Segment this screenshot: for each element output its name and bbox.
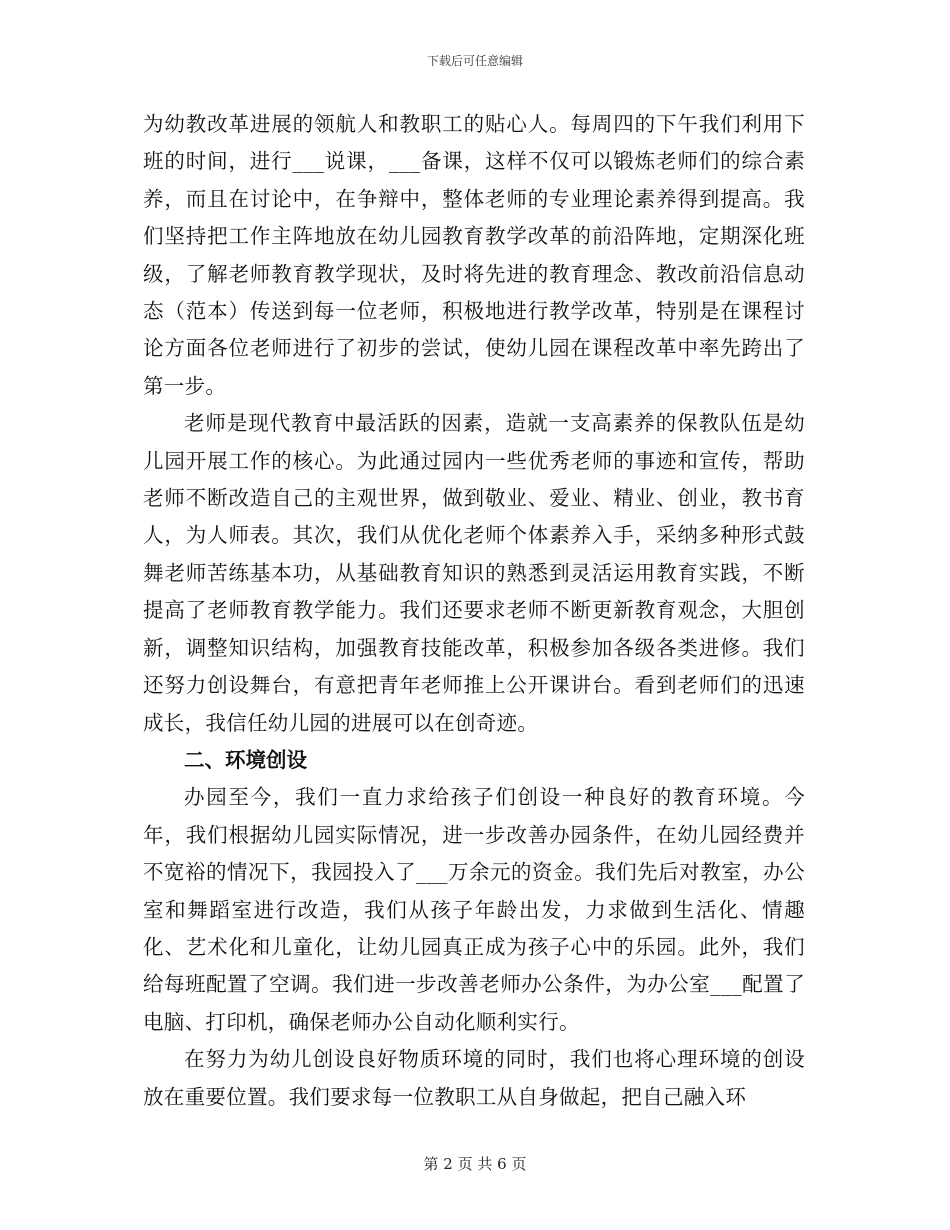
paragraph-2: 老师是现代教育中最活跃的因素，造就一支高素养的保教队伍是幼儿园开展工作的核心。为此通过园内一些优秀老师的事迹和宣传，帮助老师不断改造自己的主观世界，做到敬业、爱业、精业、创业，教书育人，为人师表。其次，我们从优化老师个体素养入手，采纳多种形式鼓舞老师苦练基本功，从基础教育知识的熟悉到灵活运用教育实践，不断提高了老师教育教学能力。我们还要求老师不断更新教育观念，大胆创新，调整知识结构，加强教育技能改革，积极参加各级各类进修。我们还努力创设舞台，有意把青年老师推上公开课讲台。看到老师们的迅速成长，我信任幼儿园的进展可以在创奇迹。 xyxy=(143,411,805,735)
document-body xyxy=(143,106,805,1116)
paragraph-3: 办园至今，我们一直力求给孩子们创设一种良好的教育环境。今年，我们根据幼儿园实际情况，进一步改善办园条件，在幼儿园经费并不宽裕的情况下，我园投入了___万余元的资金。我们先后对教室，办公室和舞蹈室进行改造，我们从孩子年龄出发，力求做到生活化、情趣化、艺术化和儿童化，让幼儿园真正成为孩子心中的乐园。此外，我们给每班配置了空调。我们进一步改善老师办公条件，为办公室___配置了电脑、打印机，确保老师办公自动化顺利实行。 xyxy=(143,785,805,1034)
page-number: 第 2 页 共 6 页 xyxy=(423,1155,527,1173)
paragraph-1: 为幼教改革进展的领航人和教职工的贴心人。每周四的下午我们利用下班的时间，进行___说课，___备课，这样不仅可以锻炼老师们的综合素养，而且在讨论中，在争辩中，整体老师的专业理论素养得到提高。我们坚持把工作主阵地放在幼儿园教育教学改革的前沿阵地，定期深化班级，了解老师教育教学现状，及时将先进的教育理念、教改前沿信息动态（范本）传送到每一位老师，积极地进行教学改革，特别是在课程讨论方面各位老师进行了初步的尝试，使幼儿园在课程改革中率先跨出了第一步。 xyxy=(143,112,805,398)
page-header: 下载后可任意编辑 xyxy=(426,54,523,68)
paragraph-4: 在努力为幼儿创设良好物质环境的同时，我们也将心理环境的创设放在重要位置。我们要求每一位教职工从自身做起，把自己融入环 xyxy=(143,1047,805,1109)
section-heading: 二、环境创设 xyxy=(184,747,307,772)
